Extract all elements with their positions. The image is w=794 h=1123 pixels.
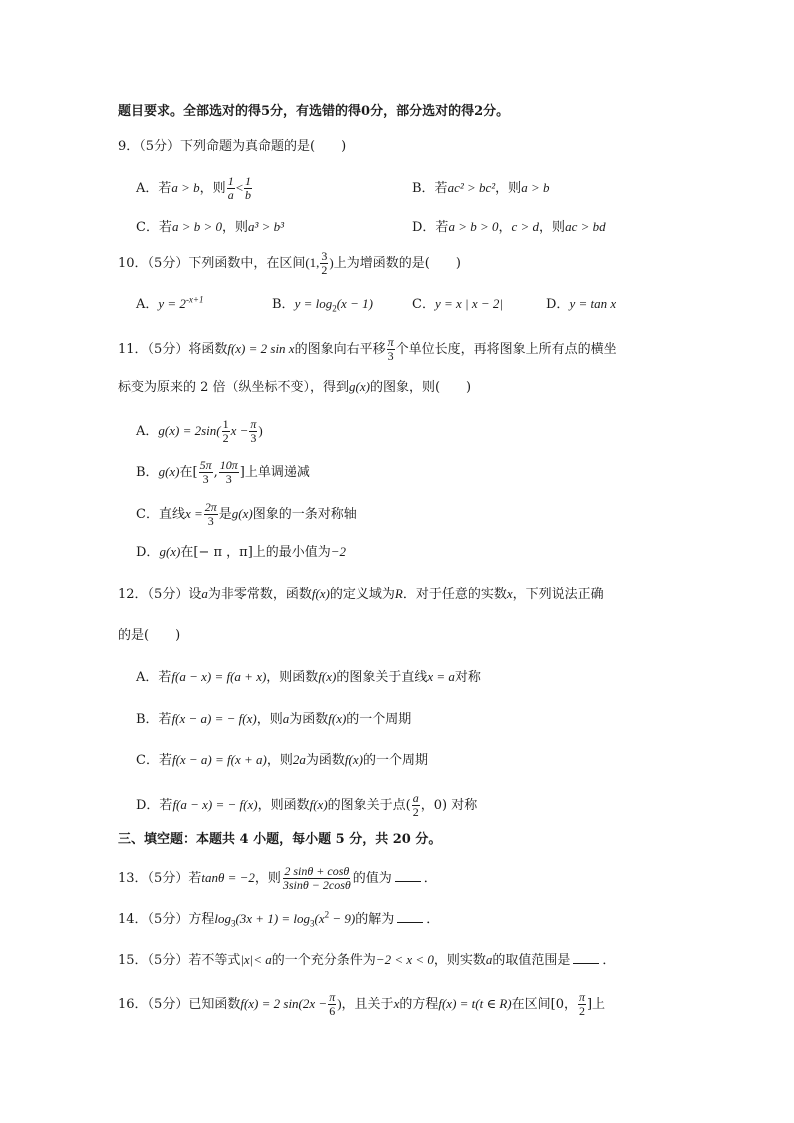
answer-blank[interactable] [573, 951, 599, 964]
q9-option-a: A．若a > b，则 $\frac{1}{a}$ < $\frac{1}{b}$ [136, 174, 252, 202]
q11-option-a: A．g(x) = 2sin( $\frac{1}{2}$ x − $\frac{\pi}{3}$ ) [136, 417, 263, 445]
q9-option-b: B．若ac² > bc²，则a > b [412, 180, 550, 196]
answer-blank[interactable] [397, 910, 423, 923]
q12-option-d: D．若f(a − x) = − f(x)，则函数f(x)的图象关于点( $\frac{a}{2}$ ，0) 对称 [136, 791, 478, 819]
q11-option-b: B．g(x)在[ $\frac{5\pi}{3}$ , $\frac{10\pi}{3}$ ]上单调递减 [136, 458, 310, 486]
q11-option-c: C．直线x = $\frac{2\pi}{3}$ 是g(x)图象的一条对称轴 [136, 500, 357, 528]
question-11-stem: 11．（5分）将函数f(x) = 2 sin x的图象向右平移 $\frac{\pi}{3}$ 个单位长度，再将图象上所有点的横坐 [118, 335, 617, 363]
question-12-stem-line2: 的是( ) [118, 628, 181, 643]
q10-option-d: D．y = tan x [546, 296, 617, 312]
question-12-stem: 12．（5分）设a为非零常数，函数f(x)的定义域为R．对于任意的实数x，下列说法正确 [118, 586, 604, 602]
answer-blank[interactable] [395, 869, 421, 882]
q9-option-d: D．若a > b > 0，c > d，则ac > bd [412, 219, 606, 235]
question-14: 14．（5分）方程$\log_3(3x + 1) = \log_3(x^2 - 9)$的解为 ． [118, 909, 440, 929]
q10-option-a: A．$y = 2^{-x+1}$ [136, 294, 204, 312]
question-15: 15．（5分）若不等式|x|< a的一个充分条件为−2 < x < 0，则实数a的取值范围是 ． [118, 952, 616, 968]
q12-option-c: C．若f(x − a) = f(x + a)，则2a为函数f(x)的一个周期 [136, 752, 428, 768]
q10-option-c: C．y = x | x − 2| [412, 296, 503, 312]
q12-option-b: B．若f(x − a) = − f(x)，则a为函数f(x)的一个周期 [136, 711, 412, 727]
q12-option-a: A．若f(a − x) = f(a + x)，则函数f(x)的图象关于直线x = a对称 [136, 669, 481, 685]
question-9-stem: 9．（5分）下列命题为真命题的是( ) [118, 139, 347, 154]
question-16: 16．（5分）已知函数f(x) = 2 sin(2x − $\frac{\pi}{6}$ )，且关于x的方程f(x) = t(t ∈ R)在区间[0， $\frac{\pi}{2}$ ]上 [118, 990, 606, 1018]
q10-option-b: B．$y = \log_2(x - 1)$ [272, 296, 373, 314]
q11-option-d: D．g(x)在[− π ，π]上的最小值为−2 [136, 544, 347, 560]
q9-option-c: C．若a > b > 0，则a³ > b³ [136, 219, 285, 235]
section-note: 题目要求。全部选对的得5分，有选错的得0分，部分选对的得2分。 [118, 104, 510, 119]
question-11-stem-line2: 标变为原来的 2 倍（纵坐标不变），得到g(x)的图象，则( ) [118, 379, 472, 395]
question-13: 13．（5分）若tanθ = −2，则 $\frac{2 \sin\theta + \cos\theta}{3\sin\theta - 2\cos\theta}$ 的值为 ． [118, 864, 437, 892]
section-3-heading: 三、填空题：本题共 4 小题，每小题 5 分，共 20 分。 [118, 832, 442, 847]
question-10-stem: 10．（5分）下列函数中，在区间(1, $\frac{3}{2}$ )上为增函数的是( ) [118, 249, 461, 277]
